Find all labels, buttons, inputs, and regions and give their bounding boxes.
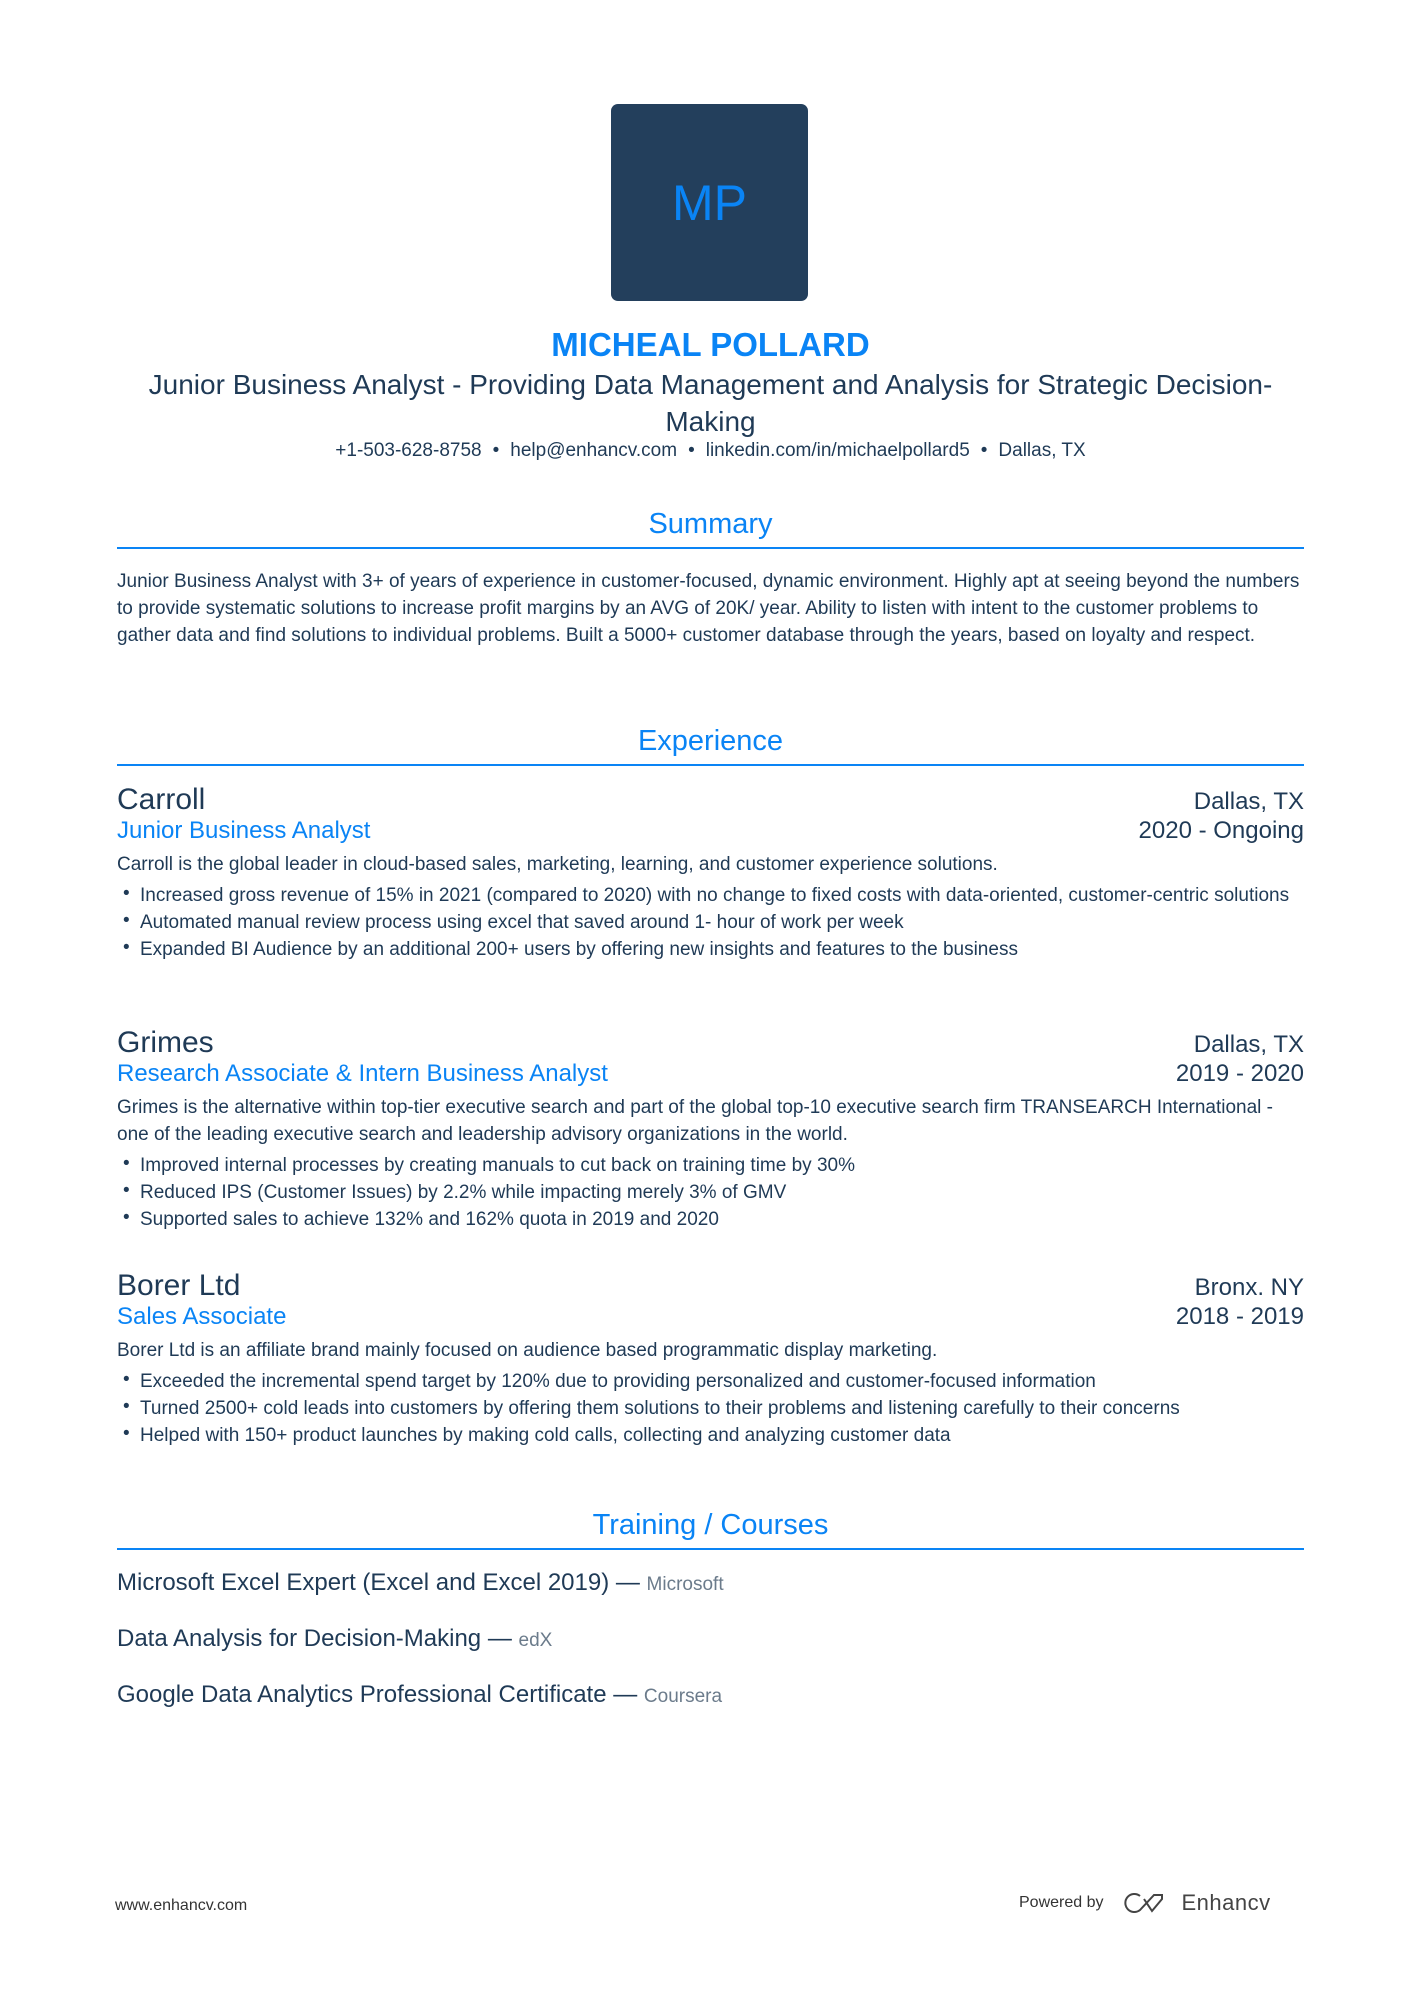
course-provider: edX xyxy=(518,1630,553,1651)
job-description: Carroll is the global leader in cloud-based sales, marketing, learning, and customer experience solutions. xyxy=(117,854,998,875)
job-dates: 2019 - 2020 xyxy=(1175,1060,1304,1087)
job-bullet: • Exceeded the incremental spend target by 120% due to providing personalized and customer-focused information xyxy=(117,1368,1304,1395)
job-bullet: • Increased gross revenue of 15% in 2021 (compared to 2020) with no change to fixed costs with data-oriented, customer-centric solutions xyxy=(117,882,1304,909)
job-entry xyxy=(117,783,1304,963)
course-name: Microsoft Excel Expert (Excel and Excel 2019) xyxy=(117,1569,610,1596)
job-location: Dallas, TX xyxy=(1193,788,1304,815)
footer-website-link[interactable]: www.enhancv.com xyxy=(115,1897,248,1914)
job-dates: 2018 - 2019 xyxy=(1175,1303,1304,1330)
job-location: Dallas, TX xyxy=(1193,1031,1304,1058)
company-name: Grimes xyxy=(117,1026,214,1059)
summary-heading: Summary xyxy=(117,508,1304,549)
enhancv-logo-icon xyxy=(1120,1891,1166,1915)
course-item: Google Data Analytics Professional Certificate — Coursera xyxy=(117,1681,723,1708)
company-name: Borer Ltd xyxy=(117,1269,241,1302)
candidate-title: Junior Business Analyst - Providing Data Management and Analysis for Strategic Decision-Making xyxy=(148,369,1273,437)
training-heading: Training / Courses xyxy=(117,1509,1304,1550)
course-name: Data Analysis for Decision-Making xyxy=(117,1625,482,1652)
job-bullet: • Turned 2500+ cold leads into customers by offering them solutions to their problems and listening carefully to their concerns xyxy=(117,1395,1304,1422)
job-bullet: • Expanded BI Audience by an additional 200+ users by offering new insights and features to the business xyxy=(117,936,1304,963)
job-dates: 2020 - Ongoing xyxy=(1138,817,1304,844)
job-description: Grimes is the alternative within top-tier executive search and part of the global top-10 executive search firm TRANSEARCH International - one of the leading executive search and leadership advisory organizations in the world. xyxy=(117,1097,1274,1145)
avatar-initials: MP xyxy=(672,174,747,231)
course-provider: Microsoft xyxy=(646,1574,724,1595)
job-location: Bronx. NY xyxy=(1194,1274,1304,1301)
powered-by[interactable] xyxy=(1019,1890,1271,1916)
job-bullet: • Supported sales to achieve 132% and 162% quota in 2019 and 2020 xyxy=(117,1206,1304,1233)
job-bullet: • Improved internal processes by creating manuals to cut back on training time by 30% xyxy=(117,1152,1304,1179)
job-entry xyxy=(117,1026,1304,1233)
job-description: Borer Ltd is an affiliate brand mainly focused on audience based programmatic display marketing. xyxy=(117,1340,938,1361)
email-link[interactable]: help@enhancv.com xyxy=(510,440,678,461)
candidate-name: MICHEAL POLLARD xyxy=(551,326,870,363)
phone: +1-503-628-8758 xyxy=(335,440,482,461)
job-role: Junior Business Analyst xyxy=(117,817,371,844)
job-role: Sales Associate xyxy=(117,1303,287,1330)
course-item: Data Analysis for Decision-Making — edX xyxy=(117,1625,553,1652)
job-bullet: • Helped with 150+ product launches by making cold calls, collecting and analyzing customer data xyxy=(117,1422,1304,1449)
experience-heading: Experience xyxy=(117,725,1304,766)
job-entry xyxy=(117,1269,1304,1449)
job-role: Research Associate & Intern Business Analyst xyxy=(117,1060,608,1087)
linkedin-link[interactable]: linkedin.com/in/michaelpollard5 xyxy=(705,440,970,461)
course-provider: Coursera xyxy=(643,1686,723,1707)
course-name: Google Data Analytics Professional Certificate xyxy=(117,1681,607,1708)
brand-name: Enhancv xyxy=(1181,1890,1271,1915)
course-item: Microsoft Excel Expert (Excel and Excel 2019) — Microsoft xyxy=(117,1569,724,1596)
location: Dallas, TX xyxy=(998,440,1086,461)
avatar xyxy=(611,104,808,301)
contact-info: +1-503-628-8758 • help@enhancv.com • linkedin.com/in/michaelpollard5 • Dallas, TX xyxy=(335,440,1086,461)
job-bullet: • Reduced IPS (Customer Issues) by 2.2% while impacting merely 3% of GMV xyxy=(117,1179,1304,1206)
company-name: Carroll xyxy=(117,783,206,816)
summary-text: Junior Business Analyst with 3+ of years of experience in customer-focused, dynamic environment. Highly apt at seeing beyond the numbers to provide systematic solutions to increase profit margins by an AVG of 20K/ year. Ability to listen with intent to the customer problems to gather data and find solutions to individual problems. Built a 5000+ customer database through the years, based on loyalty and respect. xyxy=(117,571,1300,646)
job-bullet: • Automated manual review process using excel that saved around 1- hour of work per week xyxy=(117,909,1304,936)
powered-by-label: Powered by xyxy=(1019,1894,1104,1911)
